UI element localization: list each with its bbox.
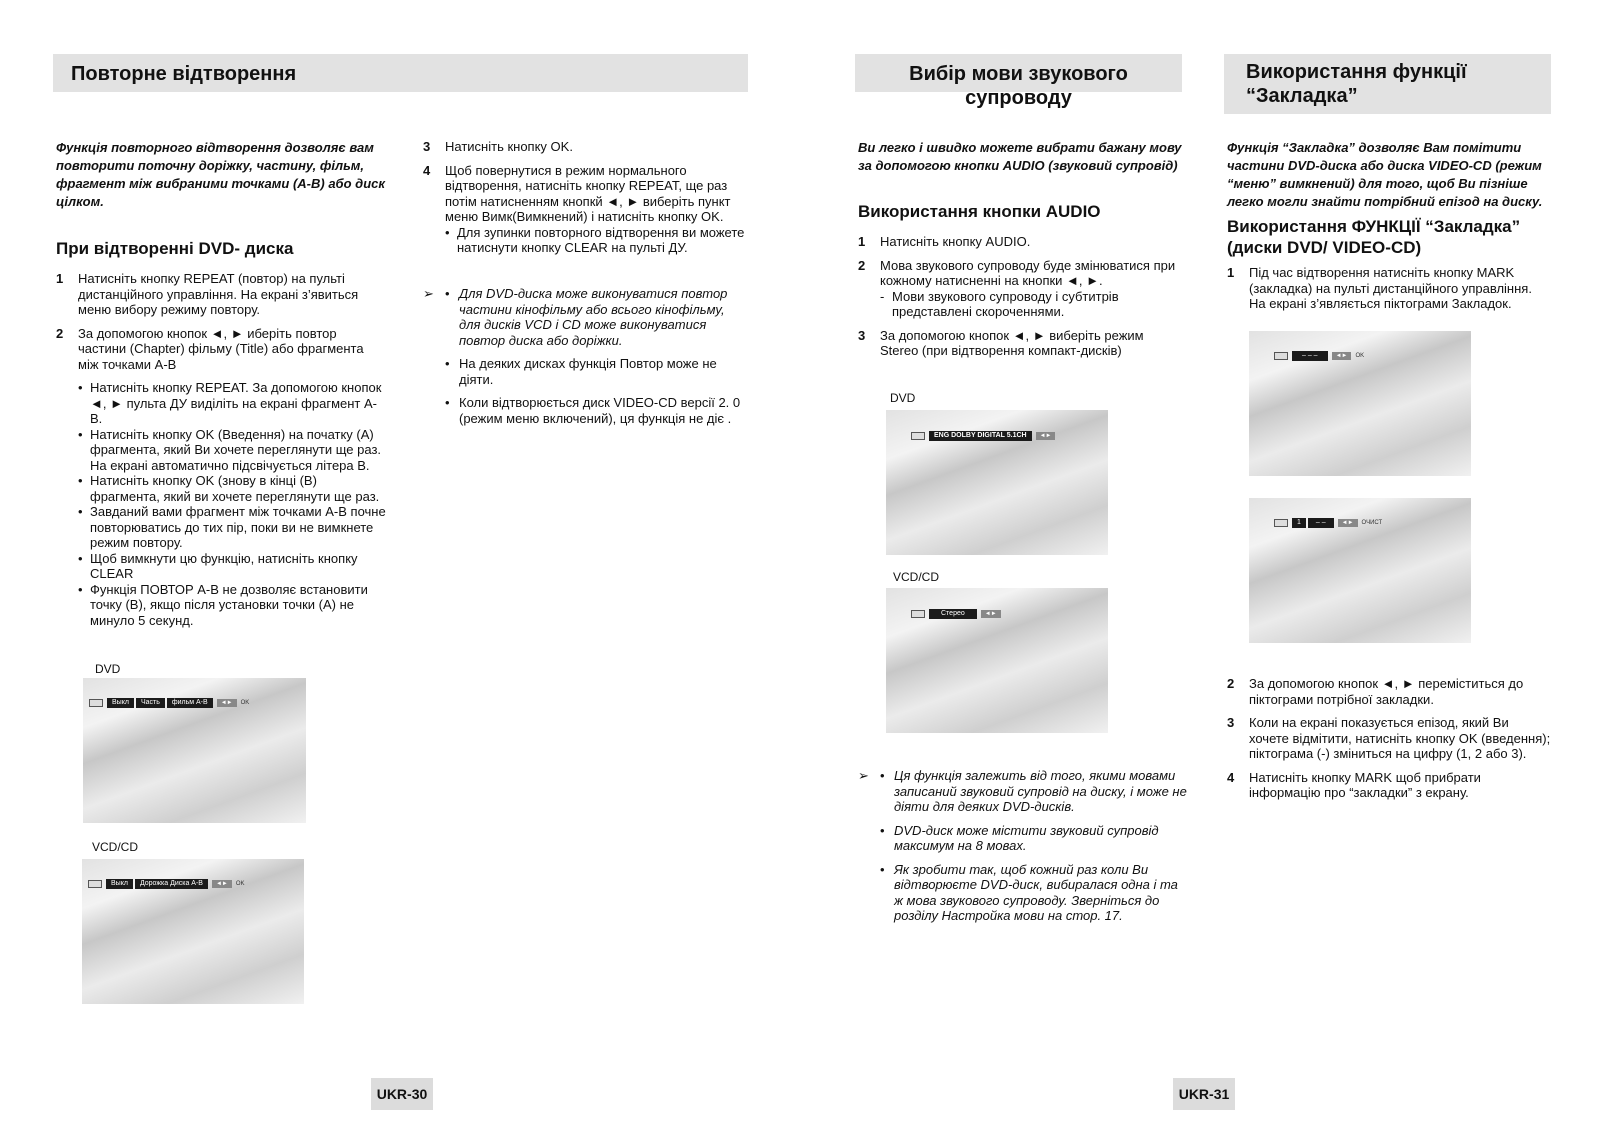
bookmark-step-1 bbox=[1227, 265, 1552, 312]
page-title: Повторне відтворення bbox=[71, 63, 297, 85]
step-1 bbox=[56, 271, 386, 318]
bullet: • Натисніть кнопку OK (Введення) на початку (А) фрагмента, який Ви хочете переглянути ще раз. На екрані автоматично підсвічується літера B. bbox=[78, 427, 386, 474]
note-item: ➢ • Для DVD-диска може виконуватися повтор частини кінофільму або всього кінофільму, для дисків VCD і CD може виконуватися повтор диска або доріжки. bbox=[423, 286, 728, 348]
step-4 bbox=[423, 163, 745, 225]
bookmark-step-4 bbox=[1227, 770, 1552, 801]
step-number: 4 bbox=[423, 162, 431, 178]
audio-subtitle: Використання кнопки AUDIO bbox=[858, 202, 1101, 221]
bullet: • Завданий вами фрагмент між точками A-B почне повторюватись до тих пір, поки ви не вимкнете режим повтору. bbox=[78, 504, 386, 551]
bookmark-steps bbox=[1227, 676, 1552, 809]
note-arrow-icon: ➢ bbox=[858, 768, 869, 783]
step-text: Натисніть кнопку OK. bbox=[445, 139, 573, 154]
audio-vcd-screen bbox=[886, 588, 1108, 733]
audio-header bbox=[855, 54, 1182, 109]
osd-bookmark-slots: – – bbox=[1308, 518, 1334, 528]
audio-intro: Ви легко і швидко можете вибрати бажану мову за допомогою кнопки AUDIO (звуковий супровід) bbox=[858, 140, 1182, 173]
dvd-caption: DVD bbox=[95, 662, 121, 676]
osd-part: Часть bbox=[136, 698, 165, 708]
osd-stereo: Стерео bbox=[929, 609, 977, 619]
repeat-steps-col2 bbox=[423, 139, 745, 256]
audio-notes bbox=[858, 768, 1188, 932]
step-text: Під час відтворення натисніть кнопку MARK (закладка) на пульті дистанційного управління. На екрані з’являється піктограми Закладок. bbox=[1249, 265, 1532, 311]
audio-osd-bar bbox=[911, 431, 1055, 441]
osd-arrows-icon: ◄► bbox=[212, 880, 232, 888]
note-item: ➢ • Ця функція залежить від того, якими мовами записаний звуковий супровід на диску, і може не діяти для деяких DVD-дисків. bbox=[858, 768, 1187, 814]
dash-item: - Мови звукового супроводу і субтитрів представлені скороченнями. bbox=[880, 289, 1183, 320]
audio-dvd-caption: DVD bbox=[890, 391, 916, 405]
note-text: Як зробити так, щоб кожний раз коли Ви відтворюєте DVD-диск, вибиралася одна і та ж мова звукового супроводу. Зверніться до розділу Настройка мови на стор. 17. bbox=[894, 861, 1178, 923]
step-text: За допомогою кнопок ◄, ► переміститься до піктограми потрібної закладки. bbox=[1249, 676, 1524, 707]
osd-arrows-icon: ◄► bbox=[217, 699, 237, 707]
osd-bookmark-slots: – – – bbox=[1292, 351, 1328, 361]
osd-track: Дорожка Диска A-B bbox=[135, 879, 208, 889]
dvd-subtitle: При відтворенні DVD- диска bbox=[56, 239, 294, 258]
audio-steps bbox=[858, 234, 1183, 367]
repeat-osd-bar bbox=[88, 879, 245, 889]
osd-clear: ОЧИСТ bbox=[1361, 520, 1383, 526]
bookmark-subtitle-line1: Використання ФУНКЦІЇ “Закладка” bbox=[1227, 217, 1521, 236]
bookmark-step-2 bbox=[1227, 676, 1552, 707]
step-3 bbox=[423, 139, 745, 155]
repeat-icon bbox=[89, 699, 103, 707]
vcd-repeat-screen bbox=[82, 859, 304, 1004]
step-2-bullets bbox=[56, 380, 386, 628]
audio-title: Вибір мови звукового супроводу bbox=[909, 63, 1128, 109]
bookmark-screen-2 bbox=[1249, 498, 1471, 643]
note-item: • DVD-диск може містити звуковий супровід максимум на 8 мовах. bbox=[880, 822, 1159, 853]
step-text: За допомогою кнопок ◄, ► виберіть режим Stereo (при відтворення компакт-дисків) bbox=[880, 327, 1144, 358]
vcd-caption: VCD/CD bbox=[92, 840, 139, 854]
osd-audio-track: ENG DOLBY DIGITAL 5.1CH bbox=[929, 431, 1032, 441]
osd-arrows-icon: ◄► bbox=[1036, 432, 1056, 440]
repeat-playback-header bbox=[53, 54, 748, 92]
osd-ok: OK bbox=[240, 700, 250, 706]
note-text: Для DVD-диска може виконуватися повтор частини кінофільму або всього кінофільму, для дисків VCD і CD може виконуватися повтор диска або доріжки. bbox=[459, 286, 728, 348]
bullet: • Для зупинки повторного відтворення ви можете натиснути кнопку CLEAR на пульті ДУ. bbox=[445, 225, 745, 256]
bullet: • Натисніть кнопку REPEAT. За допомогою кнопок ◄, ► пульта ДУ виділіть на екрані фрагмент A-B. bbox=[78, 380, 386, 427]
step-number: 2 bbox=[1227, 676, 1235, 691]
page-number-center: UKR-31 bbox=[1173, 1078, 1235, 1110]
bookmark-header bbox=[1224, 54, 1551, 114]
osd-bookmark-one: 1 bbox=[1292, 518, 1306, 528]
step-number: 2 bbox=[56, 325, 64, 341]
repeat-steps-col1 bbox=[56, 271, 386, 628]
page-number-left: UKR-30 bbox=[371, 1078, 433, 1110]
audio-step-1 bbox=[858, 234, 1183, 250]
step-text: Коли на екрані показується епізод, який Ви хочете відмітити, натисніть кнопку OK (введення); піктограма (-) зміниться на цифру (1, 2 або 3). bbox=[1249, 715, 1551, 761]
step-text: За допомогою кнопок ◄, ► иберіть повтор частини (Chapter) фільму (Title) або фрагмента між точками A-B bbox=[78, 325, 364, 372]
step-number: 3 bbox=[1227, 715, 1235, 730]
audio-step-2-dash bbox=[858, 289, 1183, 320]
note-text: На деяких дисках функція Повтор може не діяти. bbox=[459, 356, 717, 387]
dvd-repeat-screen bbox=[83, 678, 306, 823]
speaker-icon bbox=[911, 610, 925, 618]
repeat-osd-bar bbox=[89, 698, 249, 708]
bookmark-osd-bar bbox=[1274, 518, 1382, 528]
step-text: Натисніть кнопку MARK щоб прибрати інформацію про “закладки” з екрану. bbox=[1249, 769, 1481, 800]
note-text: DVD-диск може містити звуковий супровід максимум на 8 мовах. bbox=[894, 822, 1159, 853]
audio-dvd-screen bbox=[886, 410, 1108, 555]
osd-ok: OK bbox=[235, 881, 245, 887]
bullet: • Функція ПОВТОР A-B не дозволяє встановити точку (B), якщо після установки точки (A) не минуло 5 секунд. bbox=[78, 582, 386, 629]
step-4-bullets bbox=[423, 225, 745, 256]
step-number: 4 bbox=[1227, 769, 1235, 785]
repeat-notes bbox=[423, 286, 745, 434]
bookmark-screen-1 bbox=[1249, 331, 1471, 476]
bookmark-subtitle bbox=[1227, 216, 1567, 258]
bookmark-step-3 bbox=[1227, 715, 1552, 762]
step-text: Мова звукового супроводу буде змінюватися при кожному натисненні на кнопки ◄, ►. bbox=[880, 257, 1176, 288]
step-number: 1 bbox=[1227, 265, 1235, 280]
audio-osd-bar bbox=[911, 609, 1001, 619]
bookmark-subtitle-line2: (диски DVD/ VIDEO-CD) bbox=[1227, 238, 1422, 257]
bookmark-icon bbox=[1274, 519, 1288, 527]
audio-vcd-caption: VCD/CD bbox=[893, 570, 940, 584]
step-text: Натисніть кнопку REPEAT (повтор) на пульті дистанційного управління. На екрані з’явиться меню вибору режиму повтору. bbox=[78, 271, 359, 317]
repeat-icon bbox=[88, 880, 102, 888]
bookmark-step-1-block bbox=[1227, 265, 1552, 320]
note-text: Ця функція залежить від того, якими мовами записаний звуковий супровід на диску, і може не діяти для деяких DVD-дисків. bbox=[894, 768, 1187, 814]
step-text: Щоб повернутися в режим нормального відтворення, натисніть кнопку REPEAT, ще раз потім натисненням кнопкй ◄, ► виберіть пункт меню Вимк(Вимкнений) і натисніть кнопку OK. bbox=[445, 162, 731, 224]
audio-step-2 bbox=[858, 258, 1183, 289]
step-number: 3 bbox=[423, 139, 431, 154]
step-number: 1 bbox=[56, 271, 64, 286]
step-text: Натисніть кнопку AUDIO. bbox=[880, 234, 1031, 249]
bullet: • Натисніть кнопку OK (знову в кінці (B) фрагмента, який ви хочете переглянути ще раз. bbox=[78, 473, 386, 504]
step-number: 1 bbox=[858, 234, 866, 249]
step-2 bbox=[56, 326, 386, 373]
bookmark-title-line1: Використання функції bbox=[1246, 61, 1467, 83]
osd-off: Выкл bbox=[106, 879, 133, 889]
osd-arrows-icon: ◄► bbox=[981, 610, 1001, 618]
repeat-intro: Функція повторного відтворення дозволяє вам повторити поточну доріжку, частину, фільм, фрагмент між вибраними точками (A-B) або диск цілком. bbox=[56, 140, 385, 209]
note-item: • На деяких дисках функція Повтор може не діяти. bbox=[445, 356, 717, 387]
osd-ok: OK bbox=[1355, 353, 1365, 359]
osd-arrows-icon: ◄► bbox=[1338, 519, 1358, 527]
osd-film: фильм A-B bbox=[167, 698, 213, 708]
audio-icon bbox=[911, 432, 925, 440]
bullet: • Щоб вимкнути цю функцію, натисніть кнопку CLEAR bbox=[78, 551, 386, 582]
bookmark-osd-bar bbox=[1274, 351, 1364, 361]
bookmark-title-line2: “Закладка” bbox=[1246, 85, 1358, 107]
step-number: 2 bbox=[858, 257, 866, 273]
osd-off: Выкл bbox=[107, 698, 134, 708]
bookmark-icon bbox=[1274, 352, 1288, 360]
note-text: Коли відтворюється диск VIDEO-CD версії 2. 0 (режим меню включений), ця функція не діє . bbox=[459, 395, 741, 426]
osd-arrows-icon: ◄► bbox=[1332, 352, 1352, 360]
audio-step-3 bbox=[858, 328, 1183, 359]
note-item: • Як зробити так, щоб кожний раз коли Ви відтворюєте DVD-диск, вибиралася одна і та ж мова звукового супроводу. Зверніться до розділу Настройка мови на стор. 17. bbox=[880, 861, 1178, 923]
step-number: 3 bbox=[858, 327, 866, 343]
bookmark-intro: Функція “Закладка” дозволяє Вам помітити частини DVD-диска або диска VIDEO-CD (режим “меню” вимкнений) для того, щоб Ви пізніше легко могли знайти потрібний епізод на диску. bbox=[1227, 140, 1543, 209]
note-item: • Коли відтворюється диск VIDEO-CD версії 2. 0 (режим меню включений), ця функція не діє . bbox=[445, 395, 741, 426]
note-arrow-icon: ➢ bbox=[423, 286, 434, 301]
